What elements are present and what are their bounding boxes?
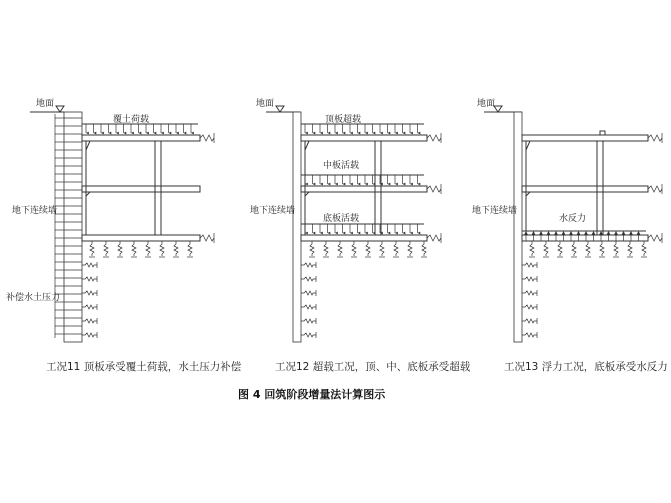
spring-icon [558,241,562,256]
spring-icon [530,241,534,256]
spring-icon [422,241,426,256]
spring-icon [642,241,646,256]
panel-3 [472,97,668,373]
figure-title: 图 4 回筑阶段增量法计算图示 [238,388,386,401]
spring-icon [366,241,370,256]
arrow-head [569,231,573,235]
spring-icon [301,305,316,309]
arrow-head [524,231,528,235]
spring-icon [522,305,537,309]
arrow-head [629,231,633,235]
spring-icon [132,241,136,256]
spring-icon [522,333,537,337]
spring-supports [309,241,427,257]
spring-icon [301,277,316,281]
diaphragm-wall [514,112,522,342]
spring-icon [614,241,618,256]
bottom-slab-load [301,212,424,233]
wall-bottom-springs [522,262,537,338]
spring-icon [301,333,316,337]
wall-bottom-springs [301,262,316,338]
diaphragm-wall [293,112,301,342]
side-pressure-label: 补偿水土压力 [6,293,61,303]
spring-icon [104,241,108,256]
arrow-head [554,231,558,235]
ground-label: 地面 [256,99,275,109]
panel-2 [250,97,471,373]
spring-icon [628,241,632,256]
spring-icon [522,319,537,323]
spring-supports [529,241,647,257]
ground-label: 地面 [36,99,55,109]
spring-icon [408,241,412,256]
arrow-head [592,231,596,235]
spring-icon [160,241,164,256]
caption: 工况11 顶板承受覆土荷载，水土压力补偿 [46,361,242,373]
arrow-head [614,231,618,235]
load-label: 水反力 [559,214,587,224]
wall-label: 地下连续墙 [12,206,58,216]
diaphragm-wall [64,112,82,342]
ground-label: 地面 [477,99,496,109]
spring-supports [89,241,193,257]
arrow-head [607,231,611,235]
structure-frame [82,135,200,241]
spring-icon [174,241,178,256]
end-springs [648,133,662,243]
arrow-head [622,231,626,235]
arrow-head [562,231,566,235]
spring-icon [82,291,97,295]
spring-icon [90,241,94,256]
wall-label: 地下连续墙 [250,206,296,216]
arrow-head [637,231,641,235]
spring-icon [522,263,537,267]
spring-icon [188,241,192,256]
structure-frame [522,131,648,241]
spring-icon [586,241,590,256]
uplift-load [522,212,646,241]
spring-icon [82,305,97,309]
arrow-head [584,231,588,235]
arrow-head [547,231,551,235]
wall-bottom-springs [82,262,97,338]
load-label: 底板活载 [323,214,360,224]
soil-pressure-ladder [55,114,64,338]
spring-icon [82,263,97,267]
top-slab-load [82,113,198,133]
spring-icon [394,241,398,256]
spring-icon [146,241,150,256]
wall-label: 地下连续墙 [472,206,518,216]
spring-icon [522,277,537,281]
top-slab-load [301,113,424,133]
spring-icon [572,241,576,256]
spring-icon [544,241,548,256]
spring-icon [301,263,316,267]
spring-icon [82,277,97,281]
spring-icon [338,241,342,256]
middle-slab-load [301,159,424,184]
end-springs [427,133,441,243]
spring-icon [324,241,328,256]
spring-icon [522,291,537,295]
spring-icon [352,241,356,256]
spring-icon [310,241,314,256]
load-label: 顶板超载 [325,115,362,125]
end-springs [200,133,214,243]
spring-icon [82,319,97,323]
spring-icon [301,319,316,323]
load-label: 覆土荷载 [113,115,150,125]
spring-icon [301,291,316,295]
spring-icon [380,241,384,256]
arrow-head [599,231,603,235]
spring-icon [82,333,97,337]
arrow-head [577,231,581,235]
load-label: 中板活载 [323,161,360,171]
panel-1 [6,97,242,373]
spring-icon [600,241,604,256]
caption: 工况12 超载工况，顶、中、底板承受超载 [275,361,471,373]
arrow-head [539,231,543,235]
spring-icon [118,241,122,256]
caption: 工况13 浮力工况，底板承受水反力 [504,361,668,373]
arrow-head [532,231,536,235]
